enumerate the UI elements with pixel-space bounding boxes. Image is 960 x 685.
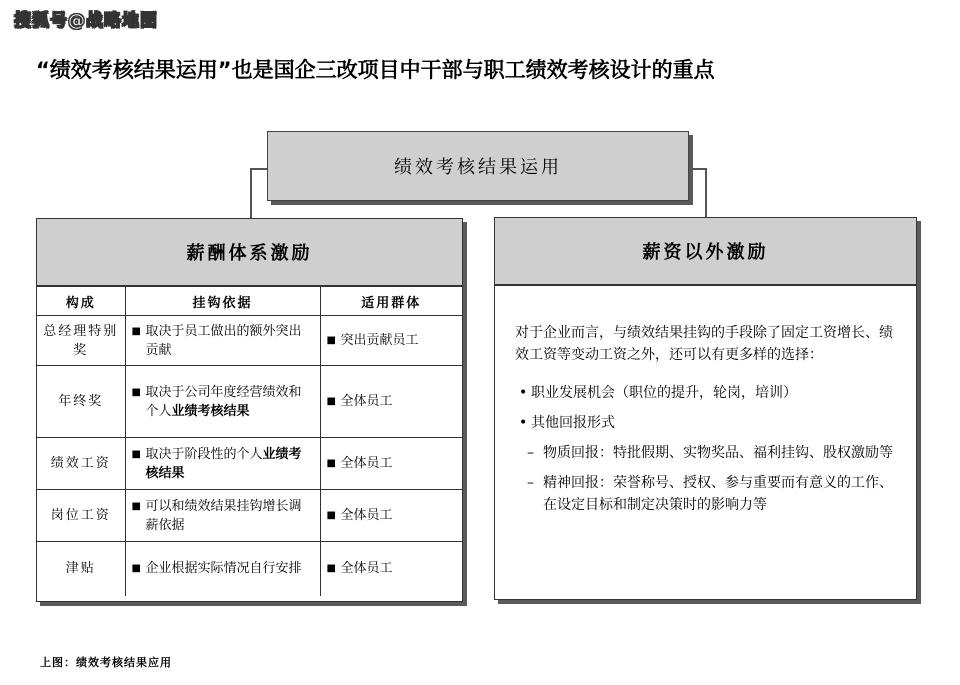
square-bullet-icon: ■ [326,563,336,575]
left-panel [36,218,463,602]
right-panel-heading: 薪资以外激励 [495,218,916,286]
basis-cell: ■ 取决于阶段性的个人业绩考核结果 [125,438,320,490]
bullet-icon: • [519,385,528,401]
basis-cell: ■ 企业根据实际情况自行安排 [125,542,320,596]
component-cell: 岗位工资 [37,490,125,542]
square-bullet-icon: ■ [131,563,141,575]
basis-cell: ■ 可以和绩效结果挂钩增长调薪依据 [125,490,320,542]
column-header: 挂钩依据 [125,287,320,316]
group-cell: ■ 全体员工 [320,490,462,542]
connector-left-horizontal [250,168,268,170]
basis-cell: ■ 取决于员工做出的额外突出贡献 [125,316,320,366]
square-bullet-icon: ■ [131,500,141,512]
square-bullet-icon: ■ [326,335,336,346]
intro-text: 对于企业而言，与绩效结果挂钩的手段除了固定工资增长、绩效工资等变动工资之外，还可以有更多样的选择： [515,325,893,363]
page-title: “绩效考核结果运用”也是国企三改项目中干部与职工绩效考核设计的重点 [36,58,715,82]
square-bullet-icon: ■ [131,448,141,460]
group-cell: ■ 全体员工 [320,366,462,438]
component-cell: 年终奖 [37,366,125,438]
square-bullet-icon: ■ [326,458,336,469]
connector-right-vertical [705,168,707,217]
table-row [37,438,462,490]
list-item: • 其他回报形式 [515,412,894,434]
group-cell: ■ 突出贡献员工 [326,333,419,348]
dash-icon: – [527,475,534,491]
connector-left-vertical [250,168,252,218]
square-bullet-icon: ■ [326,510,336,521]
square-bullet-icon: ■ [131,325,141,337]
sub-list-item: – 精神回报：荣誉称号、授权、参与重要而有意义的工作、在设定目标和制定决策时的影响力等 [515,472,894,516]
table-row [37,542,462,596]
sub-list-item: – 物质回报：特批假期、实物奖品、福利挂钩、股权激励等 [515,442,894,464]
table-row [37,366,462,438]
component-cell: 绩效工资 [37,438,125,490]
watermark: 搜狐号@战略地图 [14,11,158,31]
component-cell: 津贴 [37,542,125,596]
dash-icon: – [527,445,534,461]
connector-right-horizontal [691,168,707,170]
bullet-icon: • [519,415,528,431]
footnote: 上图：绩效考核结果应用 [40,656,172,669]
group-cell: ■ 全体员工 [320,542,462,596]
top-box: 绩效考核结果运用 [267,131,689,201]
right-panel [494,217,917,600]
column-header: 适用群体 [320,287,462,316]
group-cell: ■ 全体员工 [320,438,462,490]
incentive-table [37,287,462,596]
table-row [37,490,462,542]
square-bullet-icon: ■ [131,386,141,398]
right-panel-body [495,286,916,516]
component-cell: 总经理特别奖 [37,316,125,366]
list-item: • 职业发展机会（职位的提升，轮岗，培训） [515,382,894,404]
basis-cell: ■ 取决于公司年度经营绩效和个人业绩考核结果 [125,366,320,438]
square-bullet-icon: ■ [326,396,336,407]
table-row [37,316,462,366]
left-panel-heading: 薪酬体系激励 [37,219,462,287]
column-header: 构成 [37,287,125,316]
